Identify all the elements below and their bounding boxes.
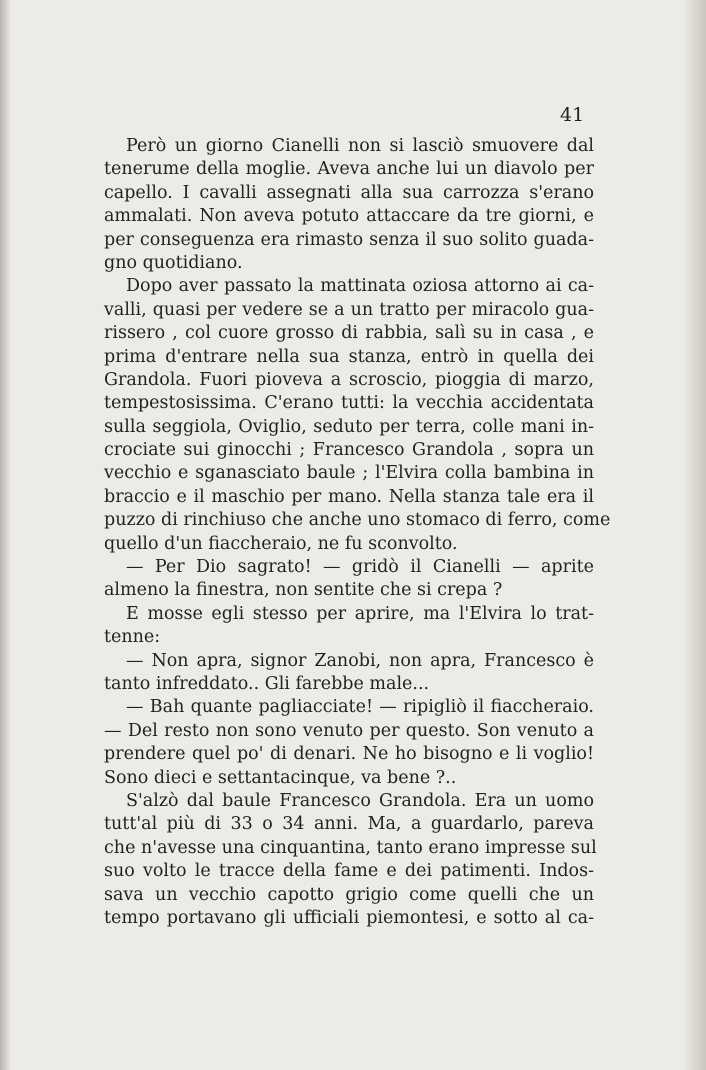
text-line: S'alzò dal baule Francesco Grandola. Era un uomo — [126, 790, 594, 811]
text-line: che n'avesse una cinquantina, tanto erano impresse sul — [104, 837, 597, 858]
text-line: almeno la finestra, non sentite che si crepa ? — [104, 580, 503, 601]
text-line: capello. I cavalli assegnati alla sua carrozza s'erano — [104, 182, 594, 203]
text-line: tenne: — [104, 627, 161, 648]
text-line: sulla seggiola, Oviglio, seduto per terra, colle mani in- — [104, 416, 594, 437]
text-line: per conseguenza era rimasto senza il suo solito guada- — [104, 229, 594, 250]
text-line: Grandola. Fuori pioveva a scroscio, pioggia di marzo, — [104, 369, 594, 390]
text-line: suo volto le tracce della fame e dei patimenti. Indos- — [104, 861, 594, 882]
text-line: vecchio e sganasciato baule ; l'Elvira colla bambina in — [104, 463, 594, 484]
body-text — [104, 135, 611, 930]
text-line: quello d'un fiaccheraio, ne fu sconvolto. — [104, 533, 458, 554]
text-line: Però un giorno Cianelli non si lasciò smuovere dal — [126, 136, 594, 156]
text-line: tempestosissima. C'erano tutti: la vecchia accidentata — [104, 393, 594, 414]
text-line: tempo portavano gli ufficiali piemontesi, e sotto al ca- — [104, 907, 594, 928]
text-line: tutt'al più di 33 o 34 anni. Ma, a guardarlo, pareva — [104, 814, 594, 835]
text-line: Dopo aver passato la mattinata oziosa attorno ai ca- — [126, 276, 594, 297]
text-line: sava un vecchio capotto grigio come quelli che un — [104, 884, 594, 905]
page-edge-left — [0, 0, 10, 1070]
text-line: tanto infreddato.. Gli farebbe male... — [104, 673, 430, 694]
text-line: prendere quel po' di denari. Ne ho bisogno e li voglio! — [104, 744, 594, 765]
text-line: — Per Dio sagrato! — gridò il Cianelli — aprite — [126, 557, 594, 578]
text-line: tenerume della moglie. Aveva anche lui un diavolo per — [104, 159, 594, 180]
text-line: E mosse egli stesso per aprire, ma l'Elvira lo trat- — [126, 603, 594, 624]
text-line: — Del resto non sono venuto per questo. Son venuto a — [104, 720, 594, 741]
text-line: rissero , col cuore grosso di rabbia, salì su in casa , e — [104, 323, 594, 344]
text-line: valli, quasi per vedere se a un tratto per miracolo gua- — [104, 299, 594, 320]
text-line: puzzo di rinchiuso che anche uno stomaco di ferro, come — [104, 510, 611, 531]
text-line: crociate sui ginocchi ; Francesco Grandola , sopra un — [104, 440, 594, 461]
page-edge-right — [684, 0, 706, 1070]
page-number: 41 — [560, 104, 585, 126]
text-line: — Bah quante pagliacciate! — ripigliò il fiaccheraio. — [126, 697, 594, 718]
text-line: Sono dieci e settantacinque, va bene ?.. — [104, 767, 457, 788]
text-line: braccio e il maschio per mano. Nella stanza tale era il — [104, 486, 594, 507]
text-line: ammalati. Non aveva potuto attaccare da tre giorni, e — [104, 206, 594, 227]
text-line: — Non apra, signor Zanobi, non apra, Francesco è — [126, 650, 594, 671]
text-line: gno quotidiano. — [104, 252, 243, 273]
text-line: prima d'entrare nella sua stanza, entrò in quella dei — [104, 346, 594, 367]
